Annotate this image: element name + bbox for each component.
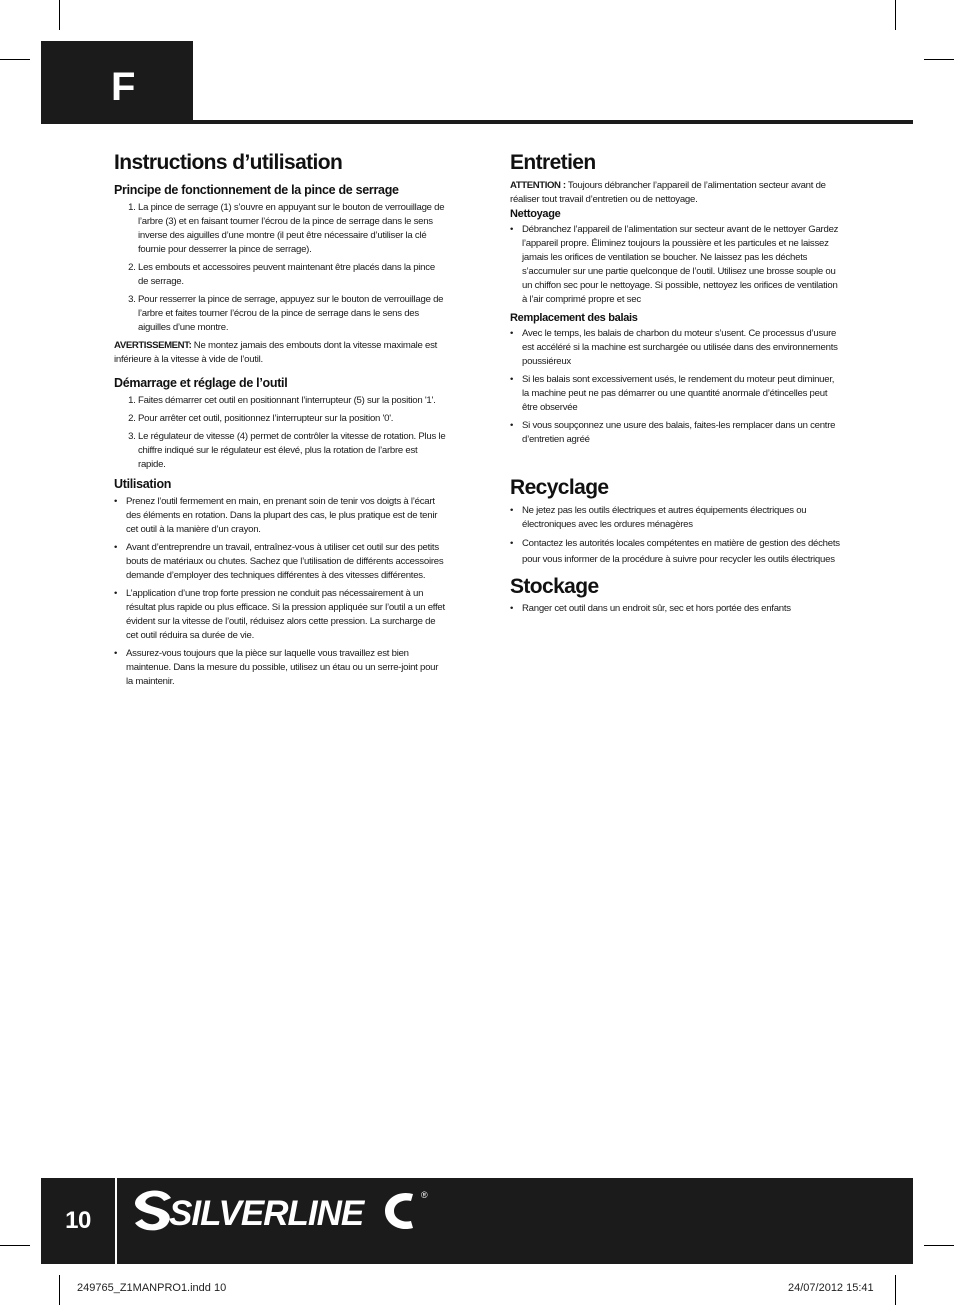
list-item: 3. Le régulateur de vitesse (4) permet de contrôler la vitesse de rotation. Plus le chiffre indiqué sur le régulateur est élevé, plus la rotation de l’arbre est rapide. [138,430,446,472]
list-item: • Contactez les autorités locales compétentes en matière de gestion des déchets pour vous informer de la procédure à suivre pour recycler les outils électriques [510,538,840,565]
page-number: 10 [65,1207,91,1234]
subheading-balais: Remplacement des balais [510,312,638,324]
list-item: • Ranger cet outil dans un endroit sûr, sec et hors portée des enfants [510,603,791,614]
footer-divider [115,1178,117,1264]
language-tab [41,41,193,123]
list-item: • Si vous soupçonnez une usure des balais, faites-les remplacer dans un centre d’entretien agréé [510,420,836,445]
crop-mark [59,0,60,30]
list-recyclage [510,504,840,568]
list-demarrage [114,394,446,472]
section-title-entretien: Entretien [510,151,596,174]
list-item: 1. La pince de serrage (1) s’ouvre en appuyant sur le bouton de verrouillage de l’arbre (3) et en faisant tourner l’écrou de la pince de serrage dans le sens inverse des aiguilles d’une montre (il peut être nécessaire d’utiliser la clé fournie pour desserrer la pince de serrage). [138,201,446,257]
silverline-logo [131,1184,441,1236]
crop-mark [59,1275,60,1305]
list-item: 2. Les embouts et accessoires peuvent maintenant être placés dans la pince de serrage. [138,261,446,289]
list-stockage [510,602,840,616]
crop-mark [924,1245,954,1246]
list-nettoyage [510,223,840,307]
language-code: F [111,65,136,109]
section-title-stockage: Stockage [510,575,599,598]
list-item: 1. Faites démarrer cet outil en positionnant l’interrupteur (5) sur la position '1'. [138,394,446,408]
subheading-nettoyage: Nettoyage [510,208,561,220]
attention-text: Toujours débrancher l’appareil de l’alimentation secteur avant de réaliser tout travail d’entretien ou de nettoyage. [510,180,826,205]
crop-mark [924,59,954,60]
crop-mark [0,1245,30,1246]
list-utilisation [114,495,446,689]
warning-text: Ne montez jamais des embouts dont la vitesse maximale est inférieure à la vitesse à vide de l’outil. [114,340,438,365]
date-slug: 24/07/2012 15:41 [788,1282,874,1294]
right-column [510,150,840,620]
list-item: • Si les balais sont excessivement usés, le rendement du moteur peut diminuer, la machine peut ne pas démarrer ou une quantité anormale d’étincelles peut être observée [510,374,835,413]
left-column [114,150,446,693]
list-item: • Ne jetez pas les outils électriques et autres équipements électriques ou électroniques avec les ordures ménagères [510,505,807,530]
list-item: • Avec le temps, les balais de charbon du moteur s’usent. Ce processus d’usure est accéléré si la machine est surchargée ou utilisée dans des environnements poussiéreux [510,328,838,367]
list-item: • Avant d’entreprendre un travail, entraînez-vous à utiliser cet outil sur des petits bouts de matériaux ou chutes. Sachez que l’utilisation de différents accessoires demande d’employer des techniques différentes à des vitesses différentes. [114,542,444,581]
list-pince [114,201,446,335]
attention-label: ATTENTION : [510,180,566,191]
list-item: • Débranchez l’appareil de l’alimentation sur secteur avant de le nettoyer Gardez l’appareil propre. Éliminez toujours la poussière et les particules et ne laissez jamais les orifices de ventilation se boucher. Ne laissez pas les déchets s’accumuler sur une partie quelconque de l’outil. Utilisez une brosse souple ou un chiffon sec pour le nettoyage. Si possible, nettoyez les orifices de ventilation à l’air comprimé propre et sec [510,224,839,305]
crop-mark [895,1275,896,1305]
list-item: • Assurez-vous toujours que la pièce sur laquelle vous travaillez est bien maintenue. Dans la mesure du possible, utilisez un étau ou un serre-joint pour la maintenir. [114,648,439,687]
section-title-recyclage: Recyclage [510,476,609,499]
subheading-demarrage: Démarrage et réglage de l’outil [114,376,288,390]
crop-mark [895,0,896,30]
list-item: 2. Pour arrêter cet outil, positionnez l’interrupteur sur la position '0'. [138,412,446,426]
list-balais [510,327,840,447]
subheading-pince: Principe de fonctionnement de la pince de serrage [114,183,399,197]
list-item: • Prenez l’outil fermement en main, en prenant soin de tenir vos doigts à l’écart des éléments en rotation. Dans la plupart des cas, le plus pratique est de tenir cet outil à la manière d’un crayon. [114,496,438,535]
list-item: • L’application d’une trop forte pression ne conduit pas nécessairement à un résultat plus rapide ou plus efficace. Si la pression appliquée sur l’outil a un effet évident sur la vitesse de l’outil, réduisez alors cette pression. La surcharge de cet outil réduira sa durée de vie. [114,588,445,641]
warning-paragraph [114,339,446,367]
subheading-utilisation: Utilisation [114,477,172,491]
attention-paragraph [510,179,840,207]
crop-mark [0,59,30,60]
footer-bar [41,1178,913,1264]
section-title-instructions: Instructions d’utilisation [114,151,343,174]
silverline-logo-icon [131,1184,441,1236]
list-item: 3. Pour resserrer la pince de serrage, appuyez sur le bouton de verrouillage de l’arbre et faites tourner l’écrou de la pince de serrage dans le sens des aiguilles d’une montre. [138,293,446,335]
file-slug: 249765_Z1MANPRO1.indd 10 [77,1282,227,1294]
header-rule [41,120,913,124]
brand-wordmark: SILVERLINE [169,1194,364,1233]
registered-mark: ® [421,1190,428,1200]
warning-label: AVERTISSEMENT: [114,340,192,351]
